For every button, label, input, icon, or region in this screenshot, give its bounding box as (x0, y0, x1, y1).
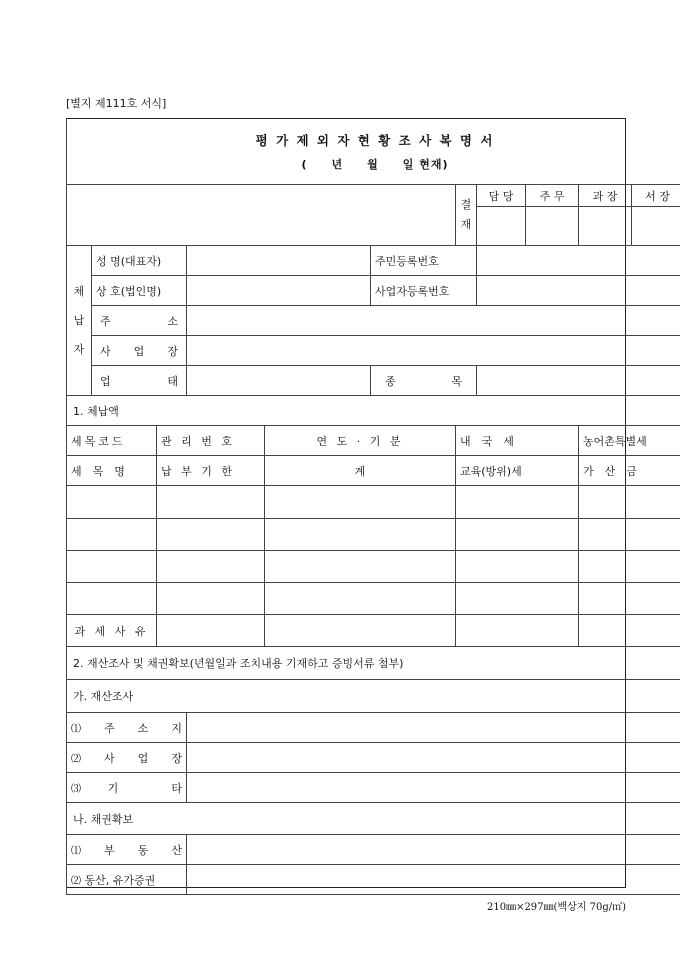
business-no-value[interactable] (477, 276, 680, 306)
approval-label: 결 재 (456, 185, 477, 246)
b-item-realestate-label: ⑴ 부 동 산 (67, 835, 187, 865)
header-tax-code: 세목코드 (67, 426, 157, 456)
approval-sign-4[interactable] (632, 207, 680, 246)
approval-blank-area (67, 185, 456, 246)
report-form (66, 118, 670, 888)
header-total: 계 (265, 456, 456, 486)
header-penalty: 가 산 금 (579, 456, 680, 486)
reason-cell[interactable] (456, 615, 579, 647)
arrears-cell[interactable] (456, 551, 579, 583)
arrears-cell[interactable] (157, 583, 265, 615)
resident-no-label: 주민등록번호 (371, 246, 477, 276)
approval-sign-3[interactable] (579, 207, 632, 246)
arrears-cell[interactable] (67, 519, 157, 551)
approval-sign-2[interactable] (526, 207, 579, 246)
a-item-other-label: ⑶ 기 타 (67, 773, 187, 803)
approval-role-2: 주 무 (526, 185, 579, 207)
a-item-address-value[interactable] (187, 713, 680, 743)
section1-title: 1. 체납액 (67, 396, 680, 426)
arrears-cell[interactable] (579, 583, 680, 615)
arrears-cell[interactable] (579, 551, 680, 583)
arrears-cell[interactable] (157, 519, 265, 551)
reason-cell[interactable] (579, 615, 680, 647)
section2-sub-a: 가. 재산조사 (67, 680, 680, 713)
b-item-movables-label: ⑵ 동산, 유가증권 (67, 865, 187, 895)
workplace-label: 사 업 장 (92, 336, 187, 366)
arrears-cell[interactable] (67, 486, 157, 519)
header-due-date: 납 부 기 한 (157, 456, 265, 486)
business-no-label: 사업자등록번호 (371, 276, 477, 306)
section2-title: 2. 재산조사 및 채권확보(년월일과 조치내용 기재하고 증빙서류 첨부) (67, 647, 680, 680)
reason-cell[interactable] (157, 615, 265, 647)
workplace-value[interactable] (187, 336, 680, 366)
business-type-value[interactable] (187, 366, 371, 396)
name-value[interactable] (187, 246, 371, 276)
section2-sub-b: 나. 채권확보 (67, 803, 680, 835)
approval-role-3: 과 장 (579, 185, 632, 207)
address-label: 주 소 (92, 306, 187, 336)
item-label: 종 목 (371, 366, 477, 396)
header-rural-special-tax: 농어촌특별세 (579, 426, 680, 456)
business-type-label: 업 태 (92, 366, 187, 396)
a-item-workplace-label: ⑵ 사 업 장 (67, 743, 187, 773)
header-year-period: 연 도 · 기 분 (265, 426, 456, 456)
header-education-tax: 교육(방위)세 (456, 456, 579, 486)
arrears-cell[interactable] (265, 583, 456, 615)
title-cell (67, 118, 680, 185)
header-tax-item: 세 목 명 (67, 456, 157, 486)
reason-cell[interactable] (265, 615, 456, 647)
arrears-cell[interactable] (265, 551, 456, 583)
paper-size-note: 210㎜×297㎜(백상지 70g/㎡) (486, 902, 626, 913)
name-label: 성 명(대표자) (92, 246, 187, 276)
arrears-cell[interactable] (67, 583, 157, 615)
arrears-cell[interactable] (265, 519, 456, 551)
arrears-cell[interactable] (157, 486, 265, 519)
arrears-cell[interactable] (67, 551, 157, 583)
item-value[interactable] (477, 366, 680, 396)
b-item-realestate-value[interactable] (187, 835, 680, 865)
a-item-address-label: ⑴ 주 소 지 (67, 713, 187, 743)
form-title: 평 가 제 외 자 현 황 조 사 복 명 서 (255, 132, 495, 148)
reason-label: 과 세 사 유 (67, 615, 157, 647)
form-table (66, 118, 680, 895)
arrears-cell[interactable] (579, 486, 680, 519)
header-national-tax: 내 국 세 (456, 426, 579, 456)
header-management-no: 관 리 번 호 (157, 426, 265, 456)
company-label: 상 호(법인명) (92, 276, 187, 306)
company-value[interactable] (187, 276, 371, 306)
taxpayer-label: 체 납 자 (67, 246, 92, 396)
a-item-other-value[interactable] (187, 773, 680, 803)
approval-role-1: 담 당 (477, 185, 526, 207)
arrears-cell[interactable] (157, 551, 265, 583)
approval-sign-1[interactable] (477, 207, 526, 246)
resident-no-value[interactable] (477, 246, 680, 276)
a-item-workplace-value[interactable] (187, 743, 680, 773)
form-subtitle: ( 년 월 일 현재) (301, 157, 449, 171)
arrears-cell[interactable] (456, 486, 579, 519)
arrears-cell[interactable] (579, 519, 680, 551)
b-item-movables-value[interactable] (187, 865, 680, 895)
arrears-cell[interactable] (456, 519, 579, 551)
arrears-cell[interactable] (456, 583, 579, 615)
approval-role-4: 서 장 (632, 185, 680, 207)
arrears-cell[interactable] (265, 486, 456, 519)
form-id: [별지 제111호 서식] (66, 97, 167, 110)
address-value[interactable] (187, 306, 680, 336)
